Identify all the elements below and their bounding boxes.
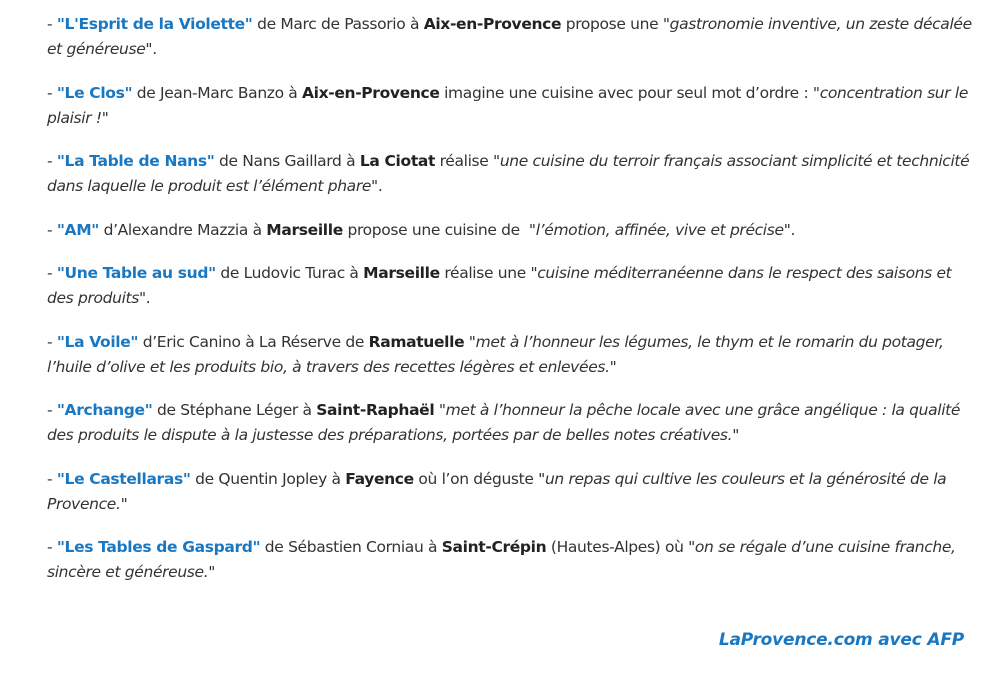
restaurant-link[interactable]: "La Voile" [56,332,139,351]
dash: - [47,538,57,556]
quote-text: met à l’honneur la pêche locale avec une grâce angélique : la qualité des produits le dispute à la justesse des préparations, portées par de belles notes créatives." [47,401,961,444]
verb-text: (Hautes-Alpes) où " [546,538,695,556]
quote-text: concentration sur le plaisir ! [47,83,969,127]
verb-text: " [434,401,446,419]
dash: - [47,469,57,488]
city-name: Fayence [345,469,414,488]
city-name: Ramatuelle [368,332,465,351]
dash: - [47,264,57,282]
city-name: La Ciotat [359,152,436,170]
list-item [47,398,972,448]
verb-text: réalise " [435,152,500,170]
chef-text: d’Alexandre Mazzia à [99,220,267,239]
end-text: ". [371,177,383,195]
quote-text: gastronomie inventive, un zeste décalée et généreuse [47,15,972,58]
list-item [47,467,972,517]
city-name: Saint-Raphaël [316,401,435,419]
dash: - [47,83,57,102]
chef-text: de Nans Gaillard à [214,152,360,170]
city-name: Marseille [363,264,440,282]
quote-text: met à l’honneur les légumes, le thym et le romarin du potager, l’huile d’olive et les produits bio, à travers des recettes légères et enlevées." [47,332,944,376]
city-name: Aix-en-Provence [423,15,562,33]
restaurant-list [47,12,972,604]
end-text: ". [145,40,157,58]
verb-text: propose une " [561,15,670,33]
quote-text: une cuisine du terroir français associant simplicité et technicité dans laquelle le produit est l’élément phare [47,152,970,195]
city-name: Aix-en-Provence [302,83,440,102]
quote-text: cuisine méditerranéenne dans le respect des saisons et des produits [47,264,952,307]
restaurant-link[interactable]: "Le Castellaras" [56,469,191,488]
list-item [47,535,972,585]
restaurant-link[interactable]: "Les Tables de Gaspard" [56,538,261,556]
end-text: " [101,108,109,127]
verb-text: propose une cuisine de " [342,220,536,239]
end-text: ". [783,220,796,239]
restaurant-link[interactable]: "L'Esprit de la Violette" [56,15,253,33]
chef-text: d’Eric Canino à La Réserve de [138,332,369,351]
list-item [47,81,972,131]
verb-text: où l’on déguste " [413,469,545,488]
verb-text: réalise une " [439,264,538,282]
city-name: Saint-Crépin [441,538,547,556]
quote-text: un repas qui cultive les couleurs et la générosité de la Provence." [47,469,947,513]
restaurant-link[interactable]: "Le Clos" [56,83,133,102]
list-item [47,149,972,199]
list-item [47,12,972,62]
list-item [47,261,972,311]
restaurant-link[interactable]: "La Table de Nans" [56,152,215,170]
verb-text: " [464,332,476,351]
dash: - [47,152,57,170]
chef-text: de Sébastien Corniau à [260,538,442,556]
quote-text: on se régale d’une cuisine franche, sincère et généreuse." [47,538,956,581]
verb-text: imagine une cuisine avec pour seul mot d’ordre : " [439,83,820,102]
restaurant-link[interactable]: "AM" [56,220,99,239]
chef-text: de Jean-Marc Banzo à [132,83,303,102]
restaurant-link[interactable]: "Archange" [56,401,153,419]
end-text: ". [139,289,151,307]
dash: - [47,401,57,419]
restaurant-link[interactable]: "Une Table au sud" [56,264,216,282]
chef-text: de Ludovic Turac à [215,264,364,282]
city-name: Marseille [266,220,343,239]
dash: - [47,332,57,351]
dash: - [47,220,57,239]
quote-text: l’émotion, affinée, vive et précise [535,220,784,239]
dash: - [47,15,57,33]
list-item [47,218,972,243]
chef-text: de Stéphane Léger à [152,401,317,419]
chef-text: de Marc de Passorio à [252,15,424,33]
chef-text: de Quentin Jopley à [190,469,346,488]
source-credit-link[interactable]: LaProvence.com avec AFP [718,630,964,650]
list-item [47,330,972,380]
